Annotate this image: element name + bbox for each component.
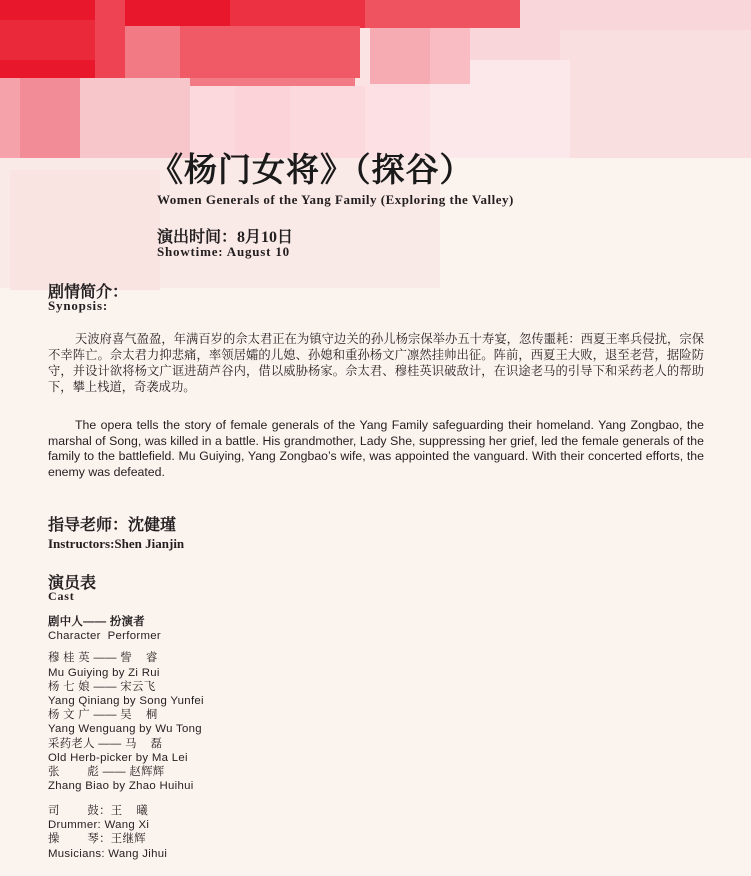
cast-entry: Zhang Biao by Zhao Huihui xyxy=(48,780,194,793)
cast-list-header-english: Character Performer xyxy=(48,630,161,643)
cast-list-header: 剧中人—— 扮演者 xyxy=(48,616,145,628)
cast-entry: 杨 七 娘 —— 宋云飞 xyxy=(48,680,156,693)
cast-entry: 杨 文 广 —— 吴 桐 xyxy=(48,709,158,722)
instructors-heading-english: Instructors:Shen Jianjin xyxy=(48,536,185,551)
musician-entry: Drummer: Wang Xi xyxy=(48,819,150,832)
musician-entry: Musicians: Wang Jihui xyxy=(48,847,168,860)
musician-entry: 司 鼓：王 曦 xyxy=(48,805,149,817)
synopsis-text-english: The opera tells the story of female generals of the Yang Family safeguarding their homeland. Yang Zongbao, the marshal of Song, was killed in a battle. His grandmother, Lady She, suppressing her grief, led the female generals of the family to the battlefield. Mu Guiying, Yang Zongbao’s wife, was appointed the vanguard. With their concerted efforts, the enemy was defeated. xyxy=(48,418,704,479)
cast-entry: Old Herb-picker by Ma Lei xyxy=(48,751,188,764)
synopsis-text-chinese: 天波府喜气盈盈，年满百岁的佘太君正在为镇守边关的孙儿杨宗保举办五十寿宴，忽传噩耗：西夏王率兵侵扰，宗保不幸阵亡。佘太君力抑悲痛，率领居孀的儿媳、孙媳和重孙杨文广凛然挂帅出征。阵前，西夏王大败，退至老营，据险防守，并设计欲将杨文广诓进葫芦谷内，借以威胁杨家。佘太君、穆桂英识破敌计，在识途老马的引导下和采药老人的帮助下，攀上栈道，奇袭成功。 xyxy=(48,332,704,394)
cast-entry: Yang Qiniang by Song Yunfei xyxy=(48,695,204,708)
page-title-english: Women Generals of the Yang Family (Exploring the Valley) xyxy=(157,192,514,207)
cast-entry: 穆 桂 英 —— 訾 睿 xyxy=(48,652,158,665)
instructors-heading: 指导老师：沈健瑾 xyxy=(48,517,177,534)
cast-entry: 张 彪 —— 赵辉辉 xyxy=(48,766,165,779)
cast-entry: 采药老人 —— 马 磊 xyxy=(48,737,163,750)
musicians-list xyxy=(48,804,167,861)
page-title: 《杨门女将》（探谷） xyxy=(150,150,474,189)
cast-heading: 演员表 xyxy=(48,575,97,592)
synopsis-heading-english: Synopsis: xyxy=(48,298,108,313)
musician-entry: 操 琴：王继辉 xyxy=(48,833,146,846)
cast-entry: Mu Guiying by Zi Rui xyxy=(48,666,160,679)
synopsis-heading: 剧情简介： xyxy=(48,284,129,301)
showtime-english: Showtime: August 10 xyxy=(157,244,290,259)
cast-heading-english: Cast xyxy=(48,589,75,603)
cast-list xyxy=(48,615,204,793)
cast-entry: Yang Wenguang by Wu Tong xyxy=(48,723,202,736)
showtime-chinese: 演出时间：8月10日 xyxy=(157,229,294,246)
cast-spacer xyxy=(48,643,204,651)
